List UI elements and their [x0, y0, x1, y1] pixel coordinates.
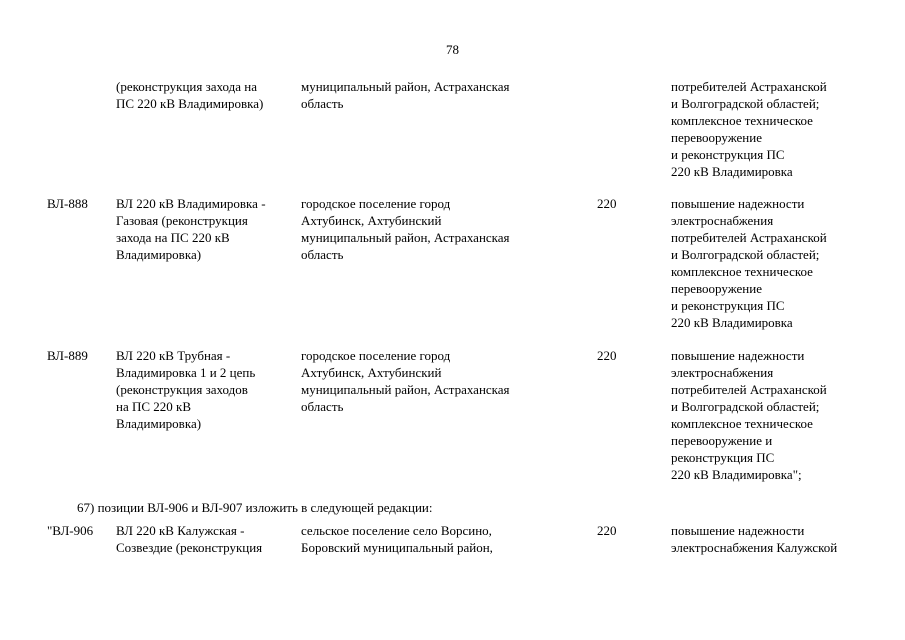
row-name	[116, 195, 266, 263]
row-code	[47, 195, 88, 212]
row-location-line: муниципальный район, Астраханская	[301, 79, 510, 94]
row-purpose	[671, 78, 827, 180]
row-code-line: "ВЛ-906	[47, 523, 94, 538]
row-purpose-line: и Волгоградской областей;	[671, 96, 820, 111]
row-name-line: Владимировка)	[116, 247, 202, 262]
row-location-line: городское поселение город	[301, 348, 451, 363]
row-code-line: ВЛ-888	[47, 196, 88, 211]
row-name-line: ВЛ 220 кВ Калужская -	[116, 523, 245, 538]
row-voltage-line: 220	[597, 523, 617, 538]
row-name-line: Владимировка 1 и 2 цепь	[116, 365, 256, 380]
row-purpose-line: и реконструкция ПС	[671, 298, 785, 313]
row-purpose-line: и реконструкция ПС	[671, 147, 785, 162]
row-purpose-line: электроснабжения Калужской	[671, 540, 838, 555]
row-purpose-line: потребителей Астраханской	[671, 382, 827, 397]
row-voltage	[597, 347, 617, 364]
row-voltage-line: 220	[597, 348, 617, 363]
row-name-line: ВЛ 220 кВ Трубная -	[116, 348, 231, 363]
row-name-line: ВЛ 220 кВ Владимировка -	[116, 196, 266, 211]
row-name-line: (реконструкция заходов	[116, 382, 248, 397]
row-purpose-line: потребителей Астраханской	[671, 79, 827, 94]
row-location-line: Ахтубинск, Ахтубинский	[301, 213, 442, 228]
row-purpose-line: перевооружение	[671, 281, 762, 296]
row-location	[301, 522, 493, 556]
row-location-line: муниципальный район, Астраханская	[301, 230, 510, 245]
row-location	[301, 195, 510, 263]
row-purpose-line: электроснабжения	[671, 213, 774, 228]
row-location-line: сельское поселение село Ворсино,	[301, 523, 492, 538]
row-purpose-line: комплексное техническое	[671, 416, 813, 431]
instruction-text: 67) позиции ВЛ-906 и ВЛ-907 изложить в следующей редакции:	[77, 500, 433, 515]
row-name-line: (реконструкция захода на	[116, 79, 258, 94]
row-purpose-line: 220 кВ Владимировка	[671, 315, 793, 330]
row-purpose-line: перевооружение и	[671, 433, 773, 448]
row-purpose-line: 220 кВ Владимировка";	[671, 467, 802, 482]
row-location-line: область	[301, 399, 344, 414]
row-name-line: Владимировка)	[116, 416, 202, 431]
row-voltage	[597, 195, 617, 212]
row-code	[47, 522, 93, 539]
row-purpose-line: и Волгоградской областей;	[671, 247, 820, 262]
row-name-line: захода на ПС 220 кВ	[116, 230, 230, 245]
row-name	[116, 522, 262, 556]
row-location-line: область	[301, 247, 344, 262]
row-code-line: ВЛ-889	[47, 348, 88, 363]
row-purpose-line: 220 кВ Владимировка	[671, 164, 793, 179]
row-purpose	[671, 347, 827, 483]
row-name-line: Созвездие (реконструкция	[116, 540, 263, 555]
row-purpose-line: реконструкция ПС	[671, 450, 775, 465]
row-location-line: муниципальный район, Астраханская	[301, 382, 510, 397]
row-name-line: на ПС 220 кВ	[116, 399, 192, 414]
row-purpose-line: перевооружение	[671, 130, 762, 145]
row-purpose-line: электроснабжения	[671, 365, 774, 380]
row-name-line: Газовая (реконструкция	[116, 213, 248, 228]
row-location-line: Боровский муниципальный район,	[301, 540, 493, 555]
row-location-line: Ахтубинск, Ахтубинский	[301, 365, 442, 380]
page-number: 78	[446, 42, 459, 57]
row-purpose	[671, 195, 827, 331]
row-location-line: городское поселение город	[301, 196, 451, 211]
row-purpose-line: потребителей Астраханской	[671, 230, 827, 245]
row-location	[301, 78, 510, 112]
row-purpose	[671, 522, 837, 556]
row-voltage-line: 220	[597, 196, 617, 211]
row-voltage	[597, 522, 617, 539]
row-name	[116, 78, 263, 112]
row-name-line: ПС 220 кВ Владимировка)	[116, 96, 264, 111]
row-purpose-line: повышение надежности	[671, 523, 805, 538]
row-purpose-line: и Волгоградской областей;	[671, 399, 820, 414]
row-purpose-line: комплексное техническое	[671, 264, 813, 279]
row-purpose-line: повышение надежности	[671, 348, 805, 363]
row-name	[116, 347, 255, 432]
row-location-line: область	[301, 96, 344, 111]
row-location	[301, 347, 510, 415]
row-purpose-line: повышение надежности	[671, 196, 805, 211]
row-code	[47, 347, 88, 364]
row-purpose-line: комплексное техническое	[671, 113, 813, 128]
